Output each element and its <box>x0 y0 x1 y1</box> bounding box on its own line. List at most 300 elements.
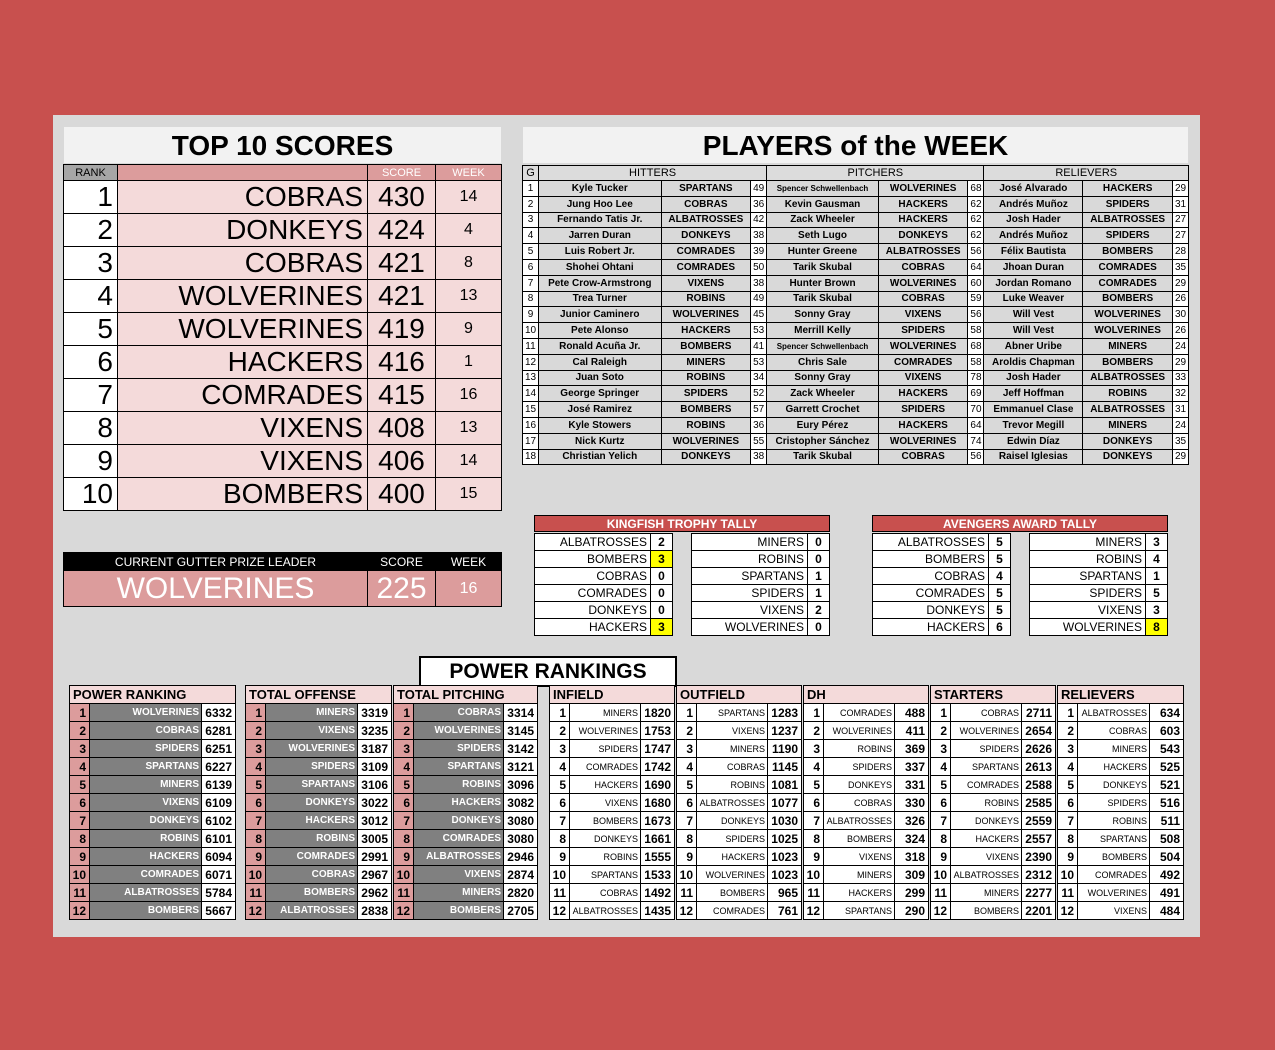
power-row <box>677 884 802 902</box>
tally-team: SPARTANS <box>692 568 808 585</box>
power-table-header: DH <box>804 686 929 704</box>
reliever-score: 24 <box>1173 338 1189 354</box>
power-row <box>70 830 236 848</box>
power-row <box>70 794 236 812</box>
tally-count: 0 <box>651 568 673 585</box>
power-rank: 1 <box>804 704 824 722</box>
game-cell: 5 <box>523 244 539 260</box>
power-row <box>1058 776 1184 794</box>
power-value: 411 <box>895 722 929 740</box>
avengers-tally <box>872 515 1168 634</box>
power-rank: 11 <box>70 884 90 902</box>
power-row <box>246 866 392 884</box>
hitter-team: COMRADES <box>661 244 751 260</box>
tally-row <box>1030 619 1168 636</box>
power-team: WOLVERINES <box>824 722 895 740</box>
reliever-name: Jeff Hoffman <box>984 386 1083 402</box>
power-rank: 2 <box>550 722 570 740</box>
tally-row <box>535 602 673 619</box>
power-row <box>550 776 675 794</box>
pow-row <box>523 307 1189 323</box>
reliever-score: 33 <box>1173 370 1189 386</box>
power-team: ROBINS <box>90 830 202 848</box>
game-cell: 6 <box>523 259 539 275</box>
power-row <box>931 884 1056 902</box>
players-of-week-table <box>522 165 1189 465</box>
power-team: MINERS <box>414 884 504 902</box>
hitter-name: Jarren Duran <box>539 228 662 244</box>
tally-count: 0 <box>808 551 830 568</box>
power-row <box>1058 830 1184 848</box>
hitter-score: 49 <box>751 181 767 197</box>
power-value: 603 <box>1150 722 1184 740</box>
power-value: 1435 <box>641 902 675 920</box>
power-value: 2946 <box>504 848 538 866</box>
power-rank: 4 <box>550 758 570 776</box>
pow-row <box>523 417 1189 433</box>
reliever-name: Andrés Muñoz <box>984 196 1083 212</box>
power-team: WOLVERINES <box>1078 884 1150 902</box>
pitcher-team: WOLVERINES <box>878 181 968 197</box>
power-value: 1190 <box>768 740 802 758</box>
power-rank: 2 <box>70 722 90 740</box>
power-team: HACKERS <box>697 848 768 866</box>
power-row <box>1058 812 1184 830</box>
team-cell: VIXENS <box>118 445 368 478</box>
power-team: SPARTANS <box>414 758 504 776</box>
reliever-team: MINERS <box>1083 338 1173 354</box>
power-rank: 10 <box>246 866 266 884</box>
tally-count: 3 <box>1146 534 1168 551</box>
pitcher-score: 64 <box>968 259 984 275</box>
reliever-score: 27 <box>1173 212 1189 228</box>
hitter-name: Trea Turner <box>539 291 662 307</box>
power-team: DONKEYS <box>414 812 504 830</box>
power-table-header: RELIEVERS <box>1058 686 1184 704</box>
pitchers-header: PITCHERS <box>767 166 984 181</box>
power-value: 1753 <box>641 722 675 740</box>
power-rank: 12 <box>677 902 697 920</box>
pitcher-score: 64 <box>968 417 984 433</box>
power-rank: 4 <box>677 758 697 776</box>
pitcher-name: Hunter Greene <box>767 244 879 260</box>
power-rank: 5 <box>677 776 697 794</box>
power-rank: 11 <box>677 884 697 902</box>
power-rank: 12 <box>550 902 570 920</box>
power-row <box>804 704 929 722</box>
tally-row <box>692 551 830 568</box>
top10-row <box>64 379 502 412</box>
power-rank: 11 <box>550 884 570 902</box>
pitcher-team: HACKERS <box>878 386 968 402</box>
rank-cell: 6 <box>64 346 118 379</box>
power-row <box>804 794 929 812</box>
power-row <box>246 902 392 920</box>
power-team: COBRAS <box>824 794 895 812</box>
power-row <box>931 812 1056 830</box>
power-table-total-pitching <box>393 685 538 920</box>
power-row <box>246 830 392 848</box>
power-rank: 4 <box>246 758 266 776</box>
team-cell: COBRAS <box>118 247 368 280</box>
hitter-name: Luis Robert Jr. <box>539 244 662 260</box>
gutter-week-label: WEEK <box>436 553 502 571</box>
power-row <box>804 830 929 848</box>
tally-count: 1 <box>808 568 830 585</box>
power-team: BOMBERS <box>90 902 202 920</box>
power-team: COBRAS <box>951 704 1022 722</box>
power-rank: 2 <box>804 722 824 740</box>
power-value: 3012 <box>358 812 392 830</box>
pow-row <box>523 323 1189 339</box>
pitcher-score: 56 <box>968 449 984 465</box>
power-row <box>677 722 802 740</box>
gutter-score: 225 <box>368 571 436 607</box>
power-team: MINERS <box>697 740 768 758</box>
power-value: 2588 <box>1022 776 1056 794</box>
pow-row <box>523 181 1189 197</box>
power-value: 634 <box>1150 704 1184 722</box>
reliever-team: DONKEYS <box>1083 449 1173 465</box>
tally-count: 1 <box>808 585 830 602</box>
reliever-score: 29 <box>1173 354 1189 370</box>
power-row <box>394 776 538 794</box>
power-row <box>677 704 802 722</box>
hitter-score: 38 <box>751 275 767 291</box>
game-cell: 1 <box>523 181 539 197</box>
power-team: HACKERS <box>90 848 202 866</box>
team-cell: COBRAS <box>118 181 368 214</box>
tally-count: 2 <box>808 602 830 619</box>
pow-row <box>523 402 1189 418</box>
hitter-name: Fernando Tatis Jr. <box>539 212 662 228</box>
reliever-team: MINERS <box>1083 417 1173 433</box>
power-row <box>70 812 236 830</box>
power-row <box>550 722 675 740</box>
power-value: 299 <box>895 884 929 902</box>
power-value: 337 <box>895 758 929 776</box>
pitcher-name: Sonny Gray <box>767 370 879 386</box>
power-rank: 1 <box>931 704 951 722</box>
power-row <box>246 794 392 812</box>
pitcher-team: COBRAS <box>878 449 968 465</box>
power-rank: 7 <box>804 812 824 830</box>
week-cell: 4 <box>436 214 502 247</box>
power-row <box>677 902 802 920</box>
power-rank: 1 <box>70 704 90 722</box>
power-team: COMRADES <box>697 902 768 920</box>
rank-cell: 9 <box>64 445 118 478</box>
power-row <box>931 740 1056 758</box>
power-row <box>70 884 236 902</box>
hitter-team: SPIDERS <box>661 386 751 402</box>
pitcher-score: 69 <box>968 386 984 402</box>
tally-row <box>535 551 673 568</box>
power-table-header: TOTAL PITCHING <box>394 686 538 704</box>
power-row <box>550 902 675 920</box>
pitcher-name: Eury Pérez <box>767 417 879 433</box>
power-rank: 3 <box>677 740 697 758</box>
power-value: 1145 <box>768 758 802 776</box>
team-cell: VIXENS <box>118 412 368 445</box>
power-rank: 12 <box>1058 902 1078 920</box>
power-value: 369 <box>895 740 929 758</box>
power-row <box>1058 848 1184 866</box>
tally-count: 5 <box>1146 585 1168 602</box>
week-cell: 15 <box>436 478 502 511</box>
power-team: COMRADES <box>414 830 504 848</box>
power-team: BOMBERS <box>570 812 641 830</box>
power-rank: 1 <box>677 704 697 722</box>
tally-row <box>873 551 1011 568</box>
avengers-left-table <box>872 533 1011 636</box>
top10-row <box>64 346 502 379</box>
power-value: 6071 <box>202 866 236 884</box>
power-table-power-ranking <box>69 685 236 920</box>
hitter-score: 39 <box>751 244 767 260</box>
power-value: 3109 <box>358 758 392 776</box>
power-row <box>1058 758 1184 776</box>
power-row <box>677 758 802 776</box>
power-rank: 5 <box>550 776 570 794</box>
power-value: 1025 <box>768 830 802 848</box>
power-row <box>394 758 538 776</box>
power-rank: 8 <box>931 830 951 848</box>
power-rank: 3 <box>931 740 951 758</box>
power-rank: 11 <box>246 884 266 902</box>
power-row <box>550 704 675 722</box>
power-table-total-offense <box>245 685 392 920</box>
pitcher-score: 78 <box>968 370 984 386</box>
reliever-score: 24 <box>1173 417 1189 433</box>
reliever-score: 27 <box>1173 228 1189 244</box>
pitcher-team: WOLVERINES <box>878 275 968 291</box>
tally-team: SPIDERS <box>1030 585 1146 602</box>
score-cell: 430 <box>368 181 436 214</box>
power-rankings-title: POWER RANKINGS <box>419 656 677 687</box>
power-row <box>931 830 1056 848</box>
power-team: HACKERS <box>824 884 895 902</box>
reliever-team: HACKERS <box>1083 181 1173 197</box>
score-cell: 400 <box>368 478 436 511</box>
tally-row <box>692 568 830 585</box>
power-rank: 9 <box>550 848 570 866</box>
power-team: SPIDERS <box>266 758 358 776</box>
pitcher-name: Zack Wheeler <box>767 386 879 402</box>
reliever-name: Abner Uribe <box>984 338 1083 354</box>
hitter-team: HACKERS <box>661 323 751 339</box>
power-rank: 5 <box>246 776 266 794</box>
pow-row <box>523 244 1189 260</box>
power-value: 1690 <box>641 776 675 794</box>
power-row <box>550 848 675 866</box>
reliever-score: 29 <box>1173 449 1189 465</box>
power-value: 6109 <box>202 794 236 812</box>
power-row <box>394 866 538 884</box>
power-row <box>677 830 802 848</box>
pitcher-score: 56 <box>968 307 984 323</box>
power-value: 1742 <box>641 758 675 776</box>
reliever-team: ROBINS <box>1083 386 1173 402</box>
power-team: BOMBERS <box>697 884 768 902</box>
power-table-header: OUTFIELD <box>677 686 802 704</box>
pitcher-name: Sonny Gray <box>767 307 879 323</box>
power-value: 309 <box>895 866 929 884</box>
relievers-header: RELIEVERS <box>984 166 1189 181</box>
top10-table <box>63 164 502 511</box>
power-rank: 8 <box>394 830 414 848</box>
power-team: BOMBERS <box>951 902 1022 920</box>
reliever-team: COMRADES <box>1083 275 1173 291</box>
power-rank: 9 <box>677 848 697 866</box>
power-row <box>70 758 236 776</box>
tally-row <box>692 619 830 636</box>
power-value: 2277 <box>1022 884 1056 902</box>
tally-row <box>1030 534 1168 551</box>
pitcher-score: 59 <box>968 291 984 307</box>
power-row <box>246 722 392 740</box>
power-row <box>550 794 675 812</box>
power-rank: 7 <box>677 812 697 830</box>
tally-row <box>692 585 830 602</box>
power-team: MINERS <box>951 884 1022 902</box>
power-rank: 12 <box>804 902 824 920</box>
tally-row <box>873 585 1011 602</box>
power-rank: 6 <box>394 794 414 812</box>
pow-row <box>523 275 1189 291</box>
power-row <box>1058 794 1184 812</box>
reliever-team: ALBATROSSES <box>1083 212 1173 228</box>
hitter-team: WOLVERINES <box>661 307 751 323</box>
power-value: 2312 <box>1022 866 1056 884</box>
power-value: 508 <box>1150 830 1184 848</box>
power-row <box>804 866 929 884</box>
power-rank: 12 <box>70 902 90 920</box>
reliever-score: 29 <box>1173 275 1189 291</box>
tally-row <box>692 534 830 551</box>
power-value: 1533 <box>641 866 675 884</box>
hitter-name: Kyle Tucker <box>539 181 662 197</box>
power-value: 1030 <box>768 812 802 830</box>
pitcher-score: 56 <box>968 244 984 260</box>
gutter-prize-table <box>63 552 502 607</box>
pitcher-team: HACKERS <box>878 417 968 433</box>
tally-team: ROBINS <box>1030 551 1146 568</box>
tally-row <box>873 619 1011 636</box>
pitcher-team: ALBATROSSES <box>878 244 968 260</box>
power-rank: 11 <box>804 884 824 902</box>
reliever-score: 35 <box>1173 433 1189 449</box>
power-row <box>931 758 1056 776</box>
power-value: 6101 <box>202 830 236 848</box>
top10-row <box>64 214 502 247</box>
pitcher-team: VIXENS <box>878 370 968 386</box>
tally-row <box>873 534 1011 551</box>
tally-count: 0 <box>808 619 830 636</box>
power-team: MINERS <box>266 704 358 722</box>
top10-title: TOP 10 SCORES <box>64 127 501 163</box>
power-team: DONKEYS <box>824 776 895 794</box>
kingfish-right-table <box>691 533 830 636</box>
week-cell: 13 <box>436 280 502 313</box>
power-rank: 10 <box>394 866 414 884</box>
power-value: 1283 <box>768 704 802 722</box>
power-team: DONKEYS <box>570 830 641 848</box>
power-rank: 5 <box>804 776 824 794</box>
reliever-name: Aroldis Chapman <box>984 354 1083 370</box>
power-rank: 5 <box>931 776 951 794</box>
power-value: 3314 <box>504 704 538 722</box>
power-team: ALBATROSSES <box>414 848 504 866</box>
hitter-team: ROBINS <box>661 417 751 433</box>
reliever-team: DONKEYS <box>1083 433 1173 449</box>
tally-team: DONKEYS <box>535 602 651 619</box>
pitcher-name: Tarik Skubal <box>767 259 879 275</box>
tally-row <box>535 619 673 636</box>
game-cell: 9 <box>523 307 539 323</box>
pow-row <box>523 228 1189 244</box>
power-value: 3022 <box>358 794 392 812</box>
power-team: ROBINS <box>697 776 768 794</box>
hitter-team: BOMBERS <box>661 338 751 354</box>
power-team: ROBINS <box>570 848 641 866</box>
reliever-name: Trevor Megill <box>984 417 1083 433</box>
power-rank: 7 <box>246 812 266 830</box>
hitter-name: Juan Soto <box>539 370 662 386</box>
gutter-score-label: SCORE <box>368 553 436 571</box>
pitcher-team: WOLVERINES <box>878 338 968 354</box>
tally-count: 4 <box>1146 551 1168 568</box>
power-value: 525 <box>1150 758 1184 776</box>
score-cell: 421 <box>368 280 436 313</box>
pitcher-score: 60 <box>968 275 984 291</box>
hitter-name: Junior Caminero <box>539 307 662 323</box>
reliever-name: Raisel Iglesias <box>984 449 1083 465</box>
tally-team: HACKERS <box>873 619 989 636</box>
reliever-team: ALBATROSSES <box>1083 370 1173 386</box>
power-row <box>677 866 802 884</box>
power-rank: 8 <box>70 830 90 848</box>
power-rank: 1 <box>246 704 266 722</box>
power-row <box>677 740 802 758</box>
reliever-team: BOMBERS <box>1083 354 1173 370</box>
power-team: COMRADES <box>1078 866 1150 884</box>
top10-row <box>64 412 502 445</box>
power-row <box>246 740 392 758</box>
power-team: WOLVERINES <box>697 866 768 884</box>
pitcher-name: Cristopher Sánchez <box>767 433 879 449</box>
rank-cell: 7 <box>64 379 118 412</box>
tally-row <box>535 585 673 602</box>
power-team: COBRAS <box>570 884 641 902</box>
power-value: 1237 <box>768 722 802 740</box>
power-row <box>1058 740 1184 758</box>
power-value: 491 <box>1150 884 1184 902</box>
hitter-score: 57 <box>751 402 767 418</box>
hitter-name: Ronald Acuña Jr. <box>539 338 662 354</box>
power-team: COBRAS <box>266 866 358 884</box>
power-team: BOMBERS <box>414 902 504 920</box>
gutter-week: 16 <box>436 571 502 607</box>
power-value: 2559 <box>1022 812 1056 830</box>
power-row <box>246 758 392 776</box>
power-rank: 10 <box>804 866 824 884</box>
tally-team: COBRAS <box>535 568 651 585</box>
power-rank: 4 <box>70 758 90 776</box>
reliever-team: BOMBERS <box>1083 244 1173 260</box>
hitter-team: ALBATROSSES <box>661 212 751 228</box>
power-team: COBRAS <box>414 704 504 722</box>
